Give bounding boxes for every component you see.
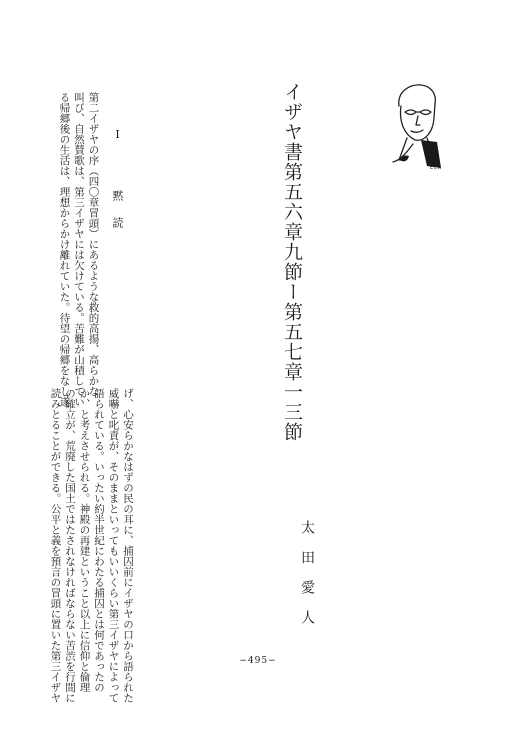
- text-line: げ、心安らかなはずの民の耳に、捕囚前にイザヤの口から語られた: [122, 388, 134, 703]
- text-line: 語られている。いったい約半世紀にわたる捕囚とは何であったの: [93, 388, 105, 693]
- text-line: 威嚇と叱責が、そのままといってもいいくらい第三イザヤによって: [107, 388, 120, 703]
- text-line: る帰郷後の生活は、理想からかけ離れていた。待望の帰郷をなし遂: [58, 92, 71, 407]
- text-line: 叫び、自然賛歌は、第三イザヤには欠けている。苦難が山積してい: [73, 92, 85, 407]
- article-title: イザヤ書第五六章九節ー第五七章一三節: [281, 82, 303, 442]
- section-title: 黙読: [111, 190, 124, 244]
- text-line: 読みとることができる。公平と義を預言の冒頭に置いた第三イザヤ: [49, 388, 62, 703]
- text-line: か、と考えさせられる。神殿の再建ということ以上に信仰と倫理: [78, 388, 91, 693]
- author-name: 太田愛人: [299, 520, 315, 640]
- section-number: Ⅰ: [111, 128, 124, 141]
- signature: ECK: [430, 165, 442, 171]
- author-portrait-sketch: [387, 80, 449, 172]
- page-number: −495−: [239, 656, 277, 666]
- section-heading: [112, 128, 123, 244]
- intro-paragraph: [57, 92, 101, 407]
- text-line: 第二イザヤの序（四〇章冒頭）にあるような救的高揚、高らかな: [87, 92, 100, 397]
- text-line: の確立が、荒廃した国土ではたされなければならない苦渋を行間に: [64, 388, 76, 703]
